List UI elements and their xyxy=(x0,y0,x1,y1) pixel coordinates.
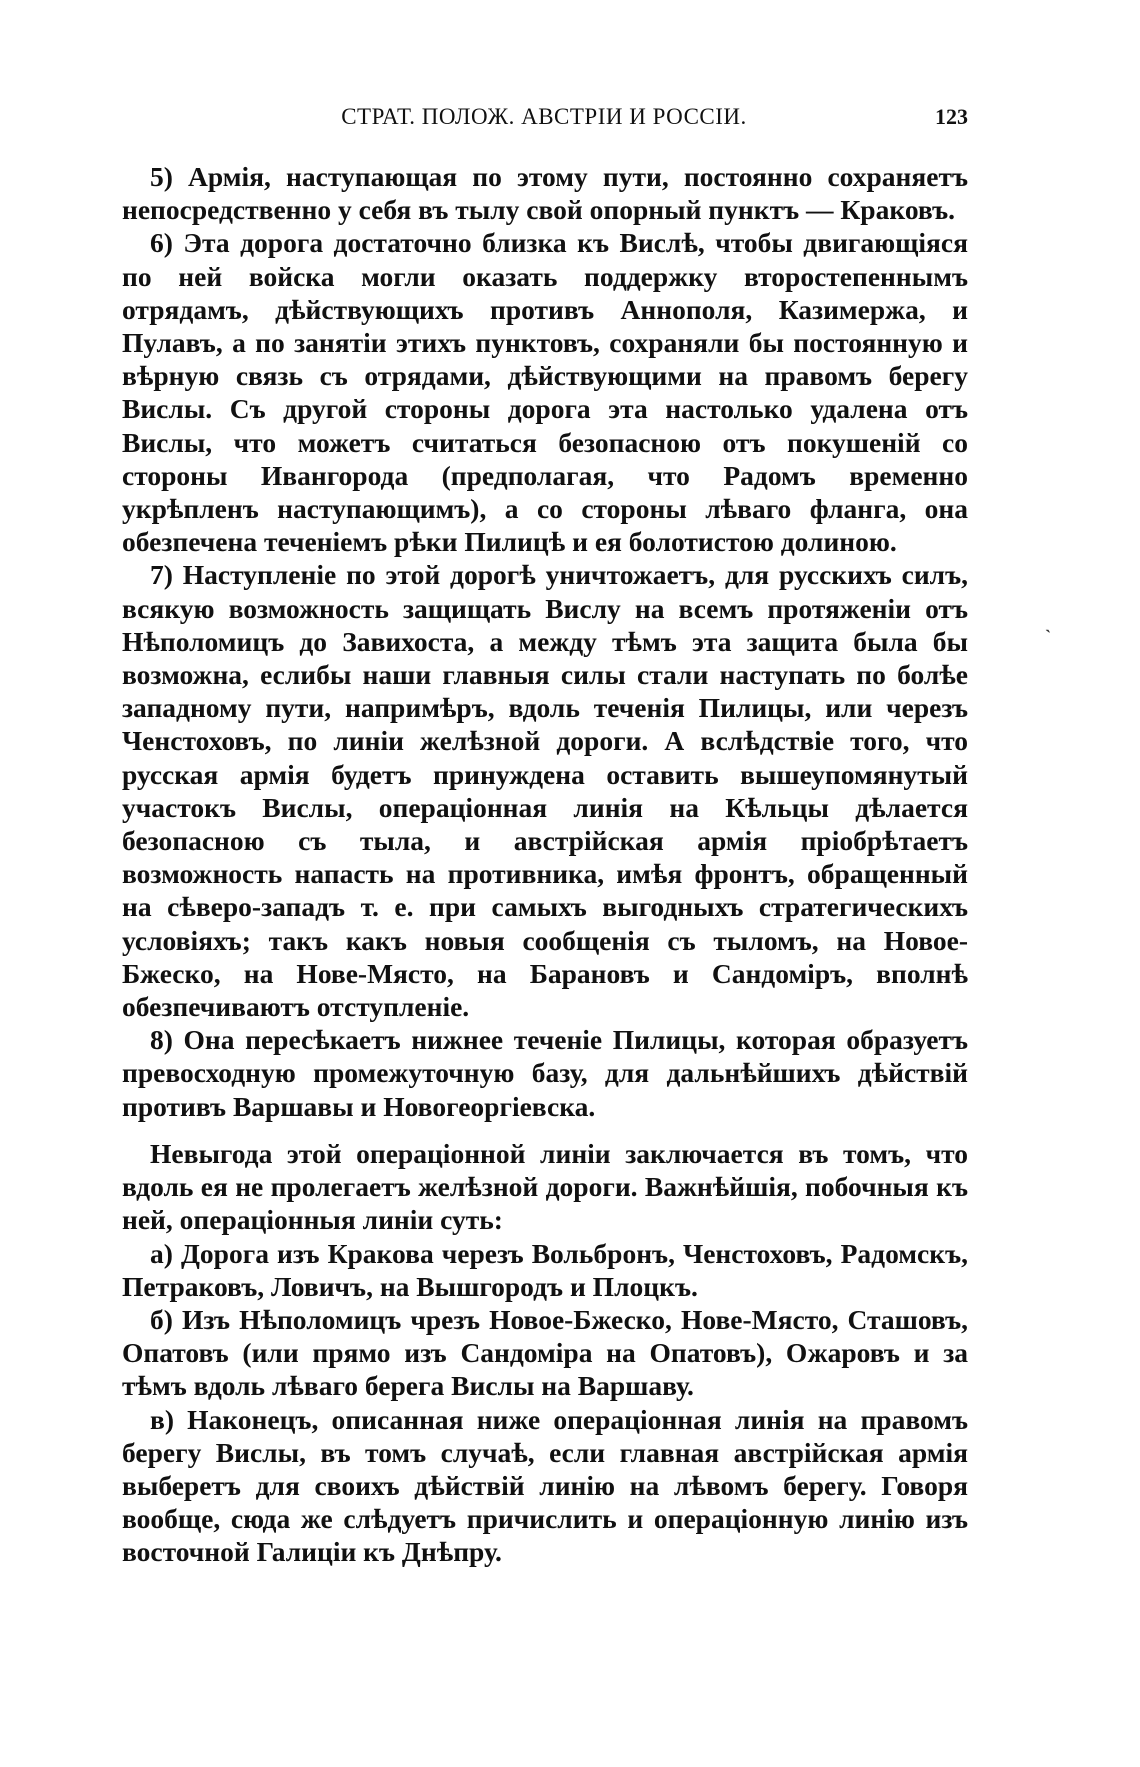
paragraph-8: 8) Она пересѣкаетъ нижнее теченіе Пилицы, которая образуетъ превосходную промежуточную базу, для дальнѣйшихъ дѣйствій противъ Варшавы и Новогеоргіевска. xyxy=(122,1024,968,1122)
running-title: СТРАТ. ПОЛОЖ. АВСТРІИ И РОССІИ. xyxy=(341,104,747,129)
paragraph-7: 7) Наступленіе по этой дорогѣ уничтожаетъ, для русскихъ силъ, всякую возможность защищать Вислу на всемъ протяженіи отъ Нѣполомицъ до Завихоста, а между тѣмъ эта защита была бы возможна, еслибы наши главныя силы стали наступать по болѣе западному пути, напримѣръ, вдоль теченія Пилицы, или черезъ Ченстоховъ, по линіи желѣзной дороги. А вслѣдствіе того, что русская армія будетъ принуждена оставить вышеупомянутый участокъ Вислы, операціонная линія на Кѣльцы дѣлается безопасною съ тыла, и австрійская армія пріобрѣтаетъ возможность напасть на противника, имѣя фронтъ, обращенный на сѣверо-западъ т. е. при самыхъ выгодныхъ стратегическихъ условіяхъ; такъ какъ новыя сообщенія съ тыломъ, на Новое-Бжеско, на Нове-Място, на Барановъ и Сандоміръ, вполнѣ обезпечиваютъ отступленіе. xyxy=(122,559,968,1023)
margin-speck: ˴ xyxy=(1045,618,1051,638)
page-body xyxy=(122,160,968,1569)
paragraph-6: 6) Эта дорога достаточно близка къ Вислѣ, чтобы двигающіяся по ней войска могли оказать поддержку второстепеннымъ отрядамъ, дѣйствующихъ противъ Аннополя, Казимержа, и Пулавъ, а по занятіи этихъ пунктовъ, сохраняли бы постоянную и вѣрную связь съ отрядами, дѣйствующими на правомъ берегу Вислы. Съ другой стороны дорога эта настолько удалена отъ Вислы, что можетъ считаться безопасною отъ покушеній со стороны Ивангорода (предполагая, что Радомъ временно укрѣпленъ наступающимъ), а со стороны лѣваго фланга, она обезпечена теченіемъ рѣки Пилицѣ и ея болотистою долиною. xyxy=(122,227,968,558)
page-number: 123 xyxy=(935,104,968,129)
paragraph-route-a: а) Дорога изъ Кракова черезъ Вольбронъ, Ченстоховъ, Радомскъ, Петраковъ, Ловичъ, на Вышгородъ и Плоцкъ. xyxy=(122,1237,968,1302)
paragraph-route-v: в) Наконецъ, описанная ниже операціонная линія на правомъ берегу Вислы, въ томъ случаѣ, если главная австрійская армія выберетъ для своихъ дѣйствій линію на лѣвомъ берегу. Говоря вообще, сюда же слѣдуетъ причислить и операціонную линію изъ восточной Галиціи къ Днѣпру. xyxy=(122,1403,968,1568)
page-header xyxy=(120,104,968,144)
paragraph-disadvantage: Невыгода этой операціонной линіи заключается въ томъ, что вдоль ея не пролегаетъ желѣзной дороги. Важнѣйшія, побочныя къ ней, операціонныя линіи суть: xyxy=(122,1137,968,1236)
paragraph-route-b: б) Изъ Нѣполомицъ чрезъ Новое-Бжеско, Нове-Място, Сташовъ, Опатовъ (или прямо изъ Сандоміра на Опатовъ), Ожаровъ и за тѣмъ вдоль лѣваго берега Вислы на Варшаву. xyxy=(122,1303,968,1402)
paragraph-5: 5) Армія, наступающая по этому пути, постоянно сохраняетъ непосредственно у себя въ тылу свой опорный пунктъ — Краковъ. xyxy=(122,161,968,226)
